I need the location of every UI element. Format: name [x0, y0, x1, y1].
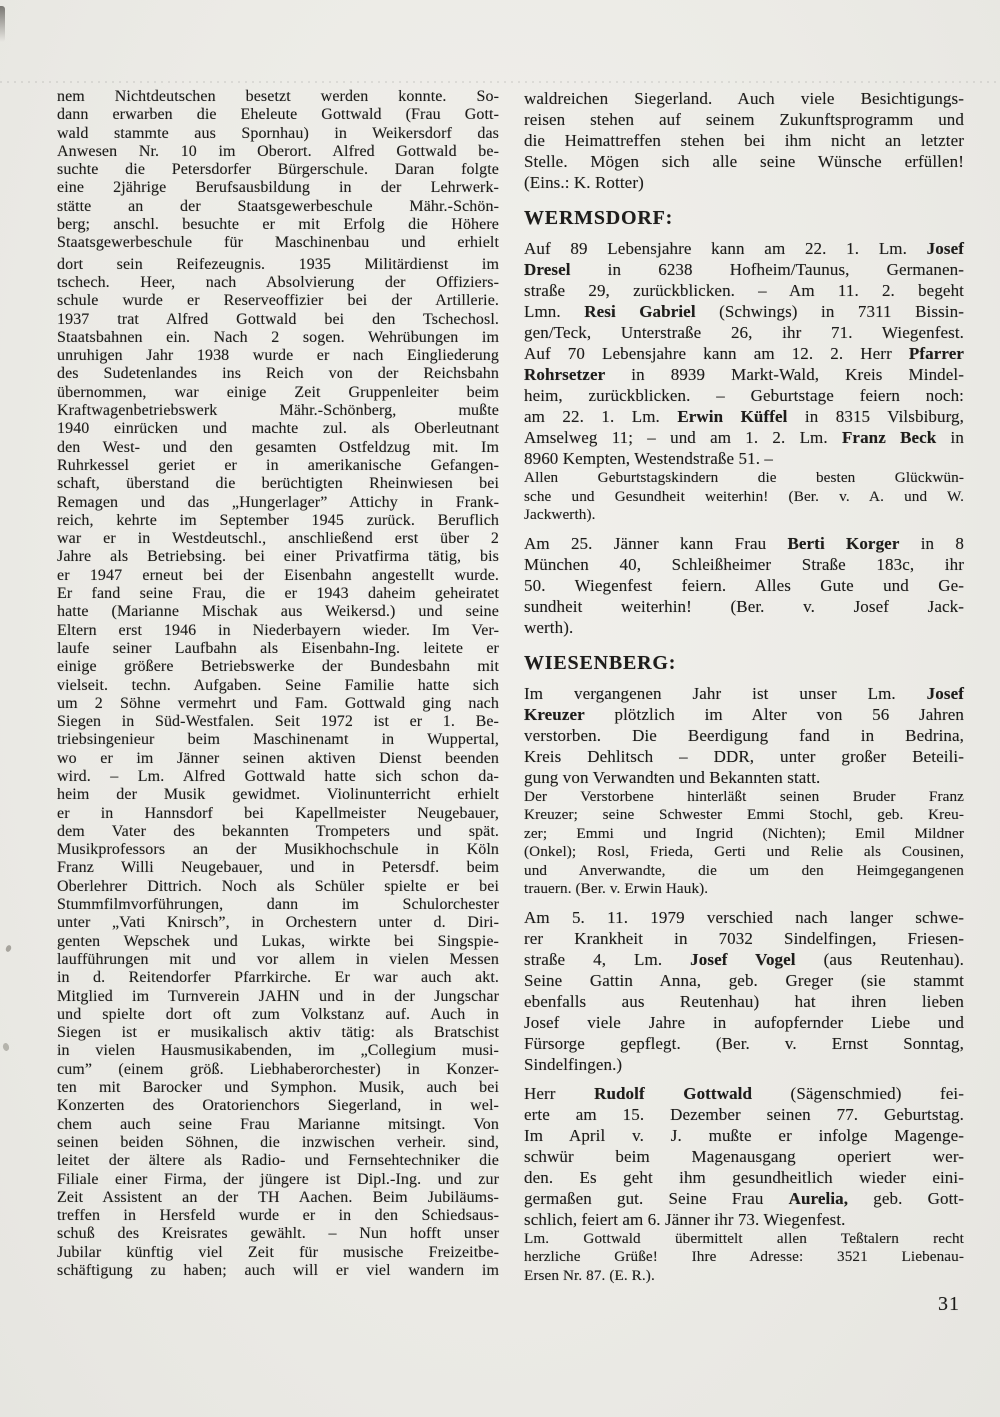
text-line: Siegen in Süd-Westfalen. Seit 1972 ist er 1. Be- [57, 713, 499, 731]
text-line: nem Nichtdeutschen besetzt werden konnte. So- [57, 88, 499, 105]
text-line: Amselweg 11; – und am 1. 2. Lm. Franz Beck in [524, 428, 964, 447]
text-line: Ersen Nr. 87. (E. R.). [524, 1266, 655, 1284]
text-line: trauern. (Ber. v. Erwin Hauk). [524, 880, 709, 897]
text-line: Anwesen Nr. 10 im Oberort. Alfred Gottwald be- [57, 142, 499, 160]
text-line: Lmn. Resi Gabriel (Schwings) in 7311 Bissin- [524, 302, 964, 321]
text-line: (Onkel); Rosl, Frieda, Gerti und Relie als Cousinen, [524, 843, 964, 860]
text-line: heim der Musik gewidmet. Violinunterricht erhielt [57, 786, 499, 804]
text-line: straße 4, Lm. Josef Vogel (aus Reutenhau). [524, 949, 964, 969]
paragraph [57, 256, 499, 1281]
text-line: rer Krankheit in 7032 Sindelfingen, Friesen- [524, 928, 964, 948]
text-line: gen/Teck, Unterstraße 26, ihr 71. Wiegenfest. [524, 323, 964, 342]
text-line: Kreuzer plötzlich im Alter von 56 Jahren [524, 704, 964, 724]
text-line: seinen beiden Söhnen, die inzwischen verheir. sind, [57, 1133, 499, 1151]
paragraph [524, 788, 964, 899]
text-line: heim, zurückblicken. – Geburtstage feiern noch: [524, 386, 964, 405]
text-line: er in Hannsdorf bei Kapellmeister Neugebauer, [57, 804, 499, 822]
text-line: Musikprofessors an der Musikhochschule in Köln [57, 841, 499, 859]
text-line: übernommen, war einige Zeit Gruppenleiter beim [57, 383, 499, 401]
text-line: war er in Westdeutschl., anschließend erst über 2 [57, 530, 499, 548]
text-line: Stelle. Mögen sich alle seine Wünsche erfüllen! [524, 152, 964, 171]
text-line: Rohrsetzer in 8939 Markt-Wald, Kreis Mindel- [524, 365, 964, 384]
text-line: chem auch seine Frau Marianne mitsingt. Von [57, 1115, 499, 1133]
text-line: Auf 89 Lebensjahre kann am 22. 1. Lm. Josef [524, 239, 964, 258]
text-line: 1937 trat Alfred Gottwald bei den Tschechosl. [57, 310, 499, 328]
text-line: ebenfalls aus Reutenhau) hat ihren lieben [524, 991, 964, 1011]
paragraph [524, 469, 964, 525]
text-line: Er fand seine Frau, die er 1943 daheim geheiratet [57, 585, 499, 603]
text-line: Jackwerth). [524, 506, 596, 523]
section-heading: WIESENBERG: [524, 651, 677, 674]
text-line: reich, kehrte im September 1945 zurück. Beruflich [57, 511, 499, 529]
text-line: stätte an der Staatsgewerbeschule Mähr.-Schön- [57, 197, 499, 215]
text-line: Am 25. Jänner kann Frau Berti Korger in 8 [524, 533, 964, 553]
text-line: Im April v. J. mußte er infolge Magenge- [524, 1125, 964, 1145]
text-line: cum” (einem größ. Liebhaberorchester) in Konzer- [57, 1060, 499, 1078]
section-heading: WERMSDORF: [524, 207, 674, 229]
scan-artifact-top-left [0, 6, 5, 42]
text-line: straße 29, zurückblicken. – Am 11. 2. begeht [524, 281, 964, 300]
scan-speck [2, 1042, 10, 1051]
text-line: (Eins.: K. Rotter) [524, 173, 644, 192]
right-text-column [524, 88, 964, 1285]
text-line: schwür beim Magenausgang operiert wer- [524, 1146, 964, 1166]
text-line: genten Wepschek und Lukas, wirkte bei Singspie- [57, 932, 499, 950]
text-line: leitet der ältere als Radio- und Fernsehtechniker die [57, 1152, 499, 1170]
text-line: Seine Gattin Anna, geb. Greger (sie stammt [524, 970, 964, 990]
text-line: 1940 einrücken und machte zul. als Oberleutnant [57, 420, 499, 438]
text-line: Im vergangenen Jahr ist unser Lm. Josef [524, 683, 964, 703]
text-line: Jubilar künftig viel Zeit für musische Freizeitbe- [57, 1243, 499, 1261]
paragraph [524, 533, 964, 638]
text-line: Siegen ist er musikalisch aktiv tätig: als Bratschist [57, 1024, 499, 1042]
text-line: Konzerten des Oratorienchors Siegerland, in wel- [57, 1097, 499, 1115]
text-line: den. Es geht ihm gesundheitlich wieder eini- [524, 1167, 964, 1187]
text-line: schuß des Kreisrates gewählt. – Nun hofft unser [57, 1225, 499, 1243]
text-line: tschech. Heer, nach Absolvierung der Offiziers- [57, 273, 499, 291]
text-line: gung von Verwandten und Bekannten statt. [524, 767, 821, 787]
text-line: Stummfilmvorführungen, dann im Schulorchester [57, 896, 499, 914]
text-line: Am 5. 11. 1979 verschied nach langer schwe- [524, 907, 964, 927]
text-line: hatte (Marianne Mischak aus Weikersd.) und seine [57, 603, 499, 621]
paragraph [524, 907, 964, 1075]
text-line: wald stammte aus Spornhau) in Weikersdorf das [57, 124, 499, 142]
text-line: sundheit weiterhin! (Ber. v. Josef Jack- [524, 596, 964, 616]
text-line: Remagen und das „Hungerlager” Attichy in Frank- [57, 493, 499, 511]
text-line: Zeit Assistent an der TH Aachen. Beim Jubiläums- [57, 1188, 499, 1206]
text-line: herzliche Grüße! Ihre Adresse: 3521 Liebenau- [524, 1248, 964, 1265]
text-line: schäftigung zu haben; auch will er viel wandern im [57, 1262, 499, 1279]
scan-noise-band [0, 81, 1000, 83]
text-line: Dresel in 6238 Hofheim/Taunus, Germanen- [524, 260, 964, 279]
scan-speck [5, 944, 12, 952]
text-line: werth). [524, 617, 574, 637]
text-line: sche und Gesundheit weiterhin! (Ber. v. A. und W. [524, 487, 964, 505]
text-line: er 1947 erneut bei der Eisenbahn angestellt wurde. [57, 566, 499, 584]
text-line: Herr Rudolf Gottwald (Sägenschmied) fei- [524, 1083, 964, 1103]
text-line: 8960 Kempten, Westendstraße 51. – [524, 449, 774, 468]
text-line: wo er im Jänner seinen aktiven Dienst beenden [57, 749, 499, 767]
text-line: Fürsorge gepflegt. (Ber. v. Ernst Sonntag, [524, 1033, 964, 1053]
text-line: Filiale einer Firma, der jüngere ist Dipl.-Ing. und zur [57, 1170, 499, 1188]
text-line: Josef viele Jahre in aufopfernder Liebe und [524, 1012, 964, 1032]
text-line: verstorben. Die Beerdigung fand in Bedrina, [524, 725, 964, 745]
text-line: schule wurde er Reserveoffizier bei der Artillerie. [57, 292, 499, 310]
text-line: Jahre als Betriebsing. bei einer Privatfirma tätig, bis [57, 548, 499, 566]
paragraph [524, 88, 964, 193]
text-line: Eltern erst 1946 in Niederbayern wieder. Im Ver- [57, 621, 499, 639]
text-line: Kraftwagenbetriebswerk Mähr.-Schönberg, mußte [57, 402, 499, 420]
text-line: Sindelfingen.) [524, 1054, 623, 1074]
text-line: ten mit Barocker und Symphon. Musik, auch bei [57, 1079, 499, 1097]
text-line: Staatsbahnen ein. Nach 2 sogen. Wehrübungen im [57, 328, 499, 346]
text-line: schlich, feiert am 6. Jänner ihr 73. Wiegenfest. [524, 1209, 846, 1229]
text-line: in d. Reitendorfer Pfarrkirche. Er war auch akt. [57, 969, 499, 987]
text-line: Oberlehrer Dittrich. Noch als Schüler spielte er bei [57, 877, 499, 895]
text-line: unter „Vati Knirsch”, in Orchestern unter d. Diri- [57, 914, 499, 932]
text-line: Kreuzer; seine Schwester Emmi Stochl, geb. Kreu- [524, 806, 964, 823]
text-line: schaft, überstand die berüchtigten Rheinwiesen bei [57, 475, 499, 493]
text-line: Kreis Dehlitsch – DDR, unter großer Beteili- [524, 746, 964, 766]
page-number: 31 [938, 1293, 960, 1315]
left-text-column [57, 88, 499, 1280]
text-line: treffen in Hersfeld wurde er in den Schiedsaus- [57, 1207, 499, 1225]
text-line: germaßen gut. Seine Frau Aurelia, geb. Gott- [524, 1188, 964, 1208]
paragraph [524, 1230, 964, 1286]
text-line: einige größere Betriebswerke der Bundesbahn mit [57, 658, 499, 676]
text-line: laufe seiner Laufbahn als Eisenbahn-Ing. leitete er [57, 639, 499, 657]
text-line: Lm. Gottwald übermittelt allen Teßtalern recht [524, 1229, 964, 1247]
text-line: triebsingenieur beim Maschinenamt in Wuppertal, [57, 731, 499, 749]
text-line: und Anverwandte, die um den Heimgegangenen [524, 861, 964, 879]
text-line: Staatsgewerbeschule für Maschinenbau und erhielt [57, 234, 499, 252]
text-line: zer; Emmi und Ingrid (Nichten); Emil Mildner [524, 824, 964, 842]
text-line: am 22. 1. Lm. Erwin Küffel in 8315 Vilsbiburg, [524, 407, 965, 426]
text-line: dort sein Reifezeugnis. 1935 Militärdienst im [57, 255, 499, 273]
text-line: dem Vater des bekannten Trompeters und spät. [57, 822, 499, 840]
text-line: die Heimattreffen stehen bei ihm nicht an letzter [524, 131, 964, 150]
paragraph [57, 88, 499, 253]
text-line: Franz Willi Neugebauer, und in Petersdf. beim [57, 859, 499, 877]
text-line: laufführungen mit und vor allem in vielen Messen [57, 950, 499, 968]
text-line: Mitglied im Turnverein JAHN und in der Jungschar [57, 987, 499, 1005]
paragraph [524, 683, 964, 788]
text-line: wird. – Lm. Alfred Gottwald hatte sich schon da- [57, 767, 499, 785]
text-line: Auf 70 Lebensjahre kann am 12. 2. Herr Pfarrer [524, 344, 964, 363]
text-line: berg; anschl. besuchte er mit Erfolg die Höhere [57, 216, 499, 234]
text-line: eine 2jährige Berufsausbildung in der Lehrwerk- [57, 179, 499, 197]
text-line: München 40, Schleißheimer Straße 183c, ihr [524, 554, 964, 574]
paragraph [524, 1083, 964, 1230]
text-line: den West- und den gesamten Ostfeldzug mit. Im [57, 438, 499, 456]
text-line: um 2 Söhne vermehrt und Fam. Gottwald ging nach [57, 694, 499, 712]
text-line: erte am 15. Dezember seinen 77. Geburtstag. [524, 1104, 964, 1124]
text-line: Allen Geburtstagskindern die besten Glückwün- [524, 469, 964, 486]
text-line: in vielen Hausmusikabenden, im „Collegium musi- [57, 1042, 499, 1060]
text-line: Der Verstorbene hinterläßt seinen Bruder Franz [524, 787, 964, 805]
text-line: dann erwarben die Eheleute Gottwald (Frau Gott- [57, 106, 499, 124]
text-line: reisen stehen auf seinem Zukunftsprogramm und [524, 110, 964, 129]
text-line: des Sudetenlandes ins Reich von der Reichsbahn [57, 365, 499, 383]
text-line: 50. Wiegenfest feiern. Alles Gute und Ge- [524, 575, 964, 595]
text-line: vielseit. techn. Aufgaben. Seine Familie hatte sich [57, 676, 499, 694]
text-line: waldreichen Siegerland. Auch viele Besichtigungs- [524, 89, 964, 108]
text-line: suchte die Petersdorfer Bürgerschule. Daran folgte [57, 161, 499, 179]
text-line: unruhigen Jahr 1938 wurde er nach Eingliederung [57, 347, 499, 365]
text-line: und spielte dort oft zum Volkstanz auf. Auch in [57, 1005, 499, 1023]
paragraph [524, 238, 964, 469]
text-line: Ruhrkessel geriet er in amerikanische Gefangen- [57, 456, 499, 474]
